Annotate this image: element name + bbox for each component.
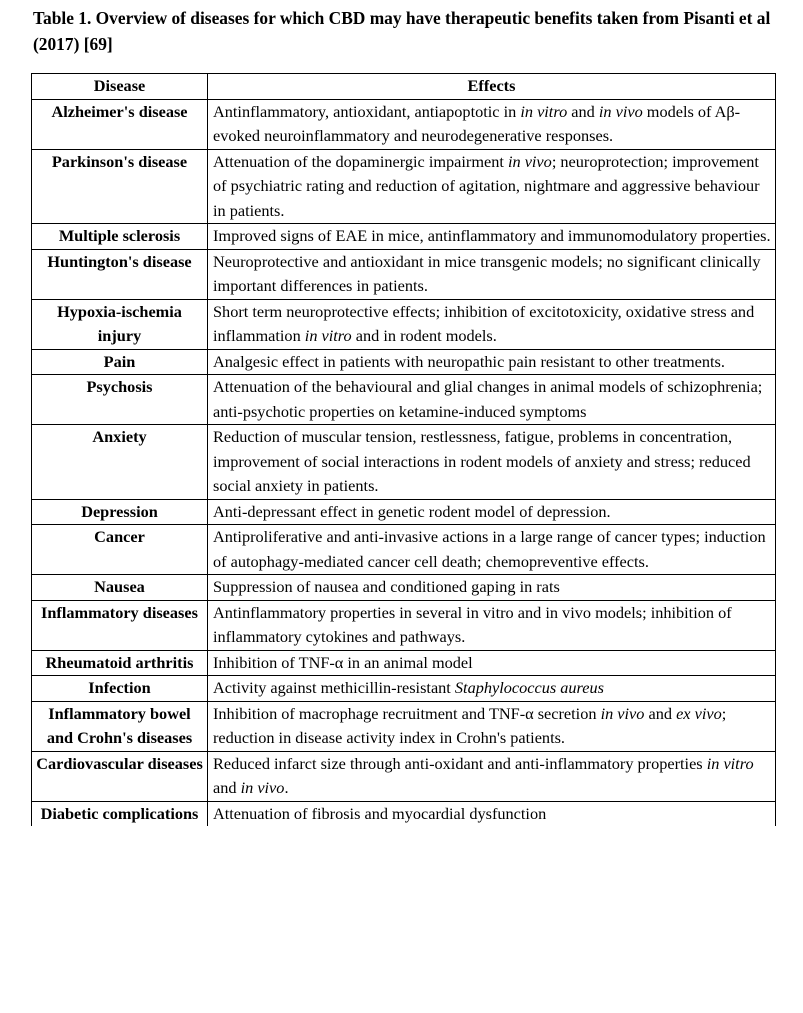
- table-row: [32, 650, 776, 676]
- disease-cell: Depression: [32, 499, 208, 525]
- effects-cell: Analgesic effect in patients with neuropathic pain resistant to other treatments.: [208, 349, 776, 375]
- disease-cell: Pain: [32, 349, 208, 375]
- table-row: [32, 149, 776, 224]
- table-row: [32, 676, 776, 702]
- table-row: [32, 299, 776, 349]
- disease-cell: Anxiety: [32, 425, 208, 500]
- effects-cell: Antinflammatory properties in several in vitro and in vivo models; inhibition of inflammatory cytokines and pathways.: [208, 600, 776, 650]
- disease-cell: Hypoxia-ischemia injury: [32, 299, 208, 349]
- header-effects: Effects: [208, 74, 776, 100]
- effects-cell: Attenuation of the dopaminergic impairment in vivo; neuroprotection; improvement of psychiatric rating and reduction of agitation, nightmare and aggressive behaviour in patients.: [208, 149, 776, 224]
- disease-cell: Multiple sclerosis: [32, 224, 208, 250]
- disease-cell: Cardiovascular diseases: [32, 751, 208, 801]
- disease-cell: Diabetic complications: [32, 801, 208, 826]
- table-row: [32, 525, 776, 575]
- disease-cell: Inflammatory diseases: [32, 600, 208, 650]
- effects-cell: Reduction of muscular tension, restlessness, fatigue, problems in concentration, improvement of social interactions in rodent models of anxiety and stress; reduced social anxiety in patients.: [208, 425, 776, 500]
- effects-cell: Reduced infarct size through anti-oxidant and anti-inflammatory properties in vitro and in vivo.: [208, 751, 776, 801]
- disease-cell: Rheumatoid arthritis: [32, 650, 208, 676]
- table-body: [32, 99, 776, 826]
- disease-cell: Alzheimer's disease: [32, 99, 208, 149]
- table-row: [32, 499, 776, 525]
- effects-cell: Anti-depressant effect in genetic rodent model of depression.: [208, 499, 776, 525]
- diseases-table: [31, 73, 776, 826]
- effects-cell: Antiproliferative and anti-invasive actions in a large range of cancer types; induction of autophagy-mediated cancer cell death; chemopreventive effects.: [208, 525, 776, 575]
- table-row: [32, 751, 776, 801]
- table-row: [32, 701, 776, 751]
- disease-cell: Psychosis: [32, 375, 208, 425]
- effects-cell: Attenuation of the behavioural and glial changes in animal models of schizophrenia; anti-psychotic properties on ketamine-induced symptoms: [208, 375, 776, 425]
- table-header-row: [32, 74, 776, 100]
- disease-cell: Cancer: [32, 525, 208, 575]
- disease-cell: Parkinson's disease: [32, 149, 208, 224]
- header-disease: Disease: [32, 74, 208, 100]
- effects-cell: Activity against methicillin-resistant Staphylococcus aureus: [208, 676, 776, 702]
- effects-cell: Neuroprotective and antioxidant in mice transgenic models; no significant clinically important differences in patients.: [208, 249, 776, 299]
- effects-cell: Antinflammatory, antioxidant, antiapoptotic in in vitro and in vivo models of Aβ-evoked neuroinflammatory and neurodegenerative responses.: [208, 99, 776, 149]
- table-row: [32, 249, 776, 299]
- effects-cell: Inhibition of TNF-α in an animal model: [208, 650, 776, 676]
- table-caption: Table 1. Overview of diseases for which CBD may have therapeutic benefits taken from Pisanti et al (2017) [69]: [33, 8, 771, 54]
- table-row: [32, 425, 776, 500]
- disease-cell: Nausea: [32, 575, 208, 601]
- effects-cell: Short term neuroprotective effects; inhibition of excitotoxicity, oxidative stress and inflammation in vitro and in rodent models.: [208, 299, 776, 349]
- effects-cell: Improved signs of EAE in mice, antinflammatory and immunomodulatory properties.: [208, 224, 776, 250]
- table-row: [32, 349, 776, 375]
- table-row: [32, 375, 776, 425]
- effects-cell: Attenuation of fibrosis and myocardial dysfunction: [208, 801, 776, 826]
- table-row: [32, 575, 776, 601]
- disease-cell: Huntington's disease: [32, 249, 208, 299]
- disease-cell: Infection: [32, 676, 208, 702]
- effects-cell: Inhibition of macrophage recruitment and TNF-α secretion in vivo and ex vivo; reduction in disease activity index in Crohn's patients.: [208, 701, 776, 751]
- table-row: [32, 99, 776, 149]
- disease-cell: Inflammatory bowel and Crohn's diseases: [32, 701, 208, 751]
- table-row: [32, 801, 776, 826]
- table-row: [32, 600, 776, 650]
- table-row: [32, 224, 776, 250]
- effects-cell: Suppression of nausea and conditioned gaping in rats: [208, 575, 776, 601]
